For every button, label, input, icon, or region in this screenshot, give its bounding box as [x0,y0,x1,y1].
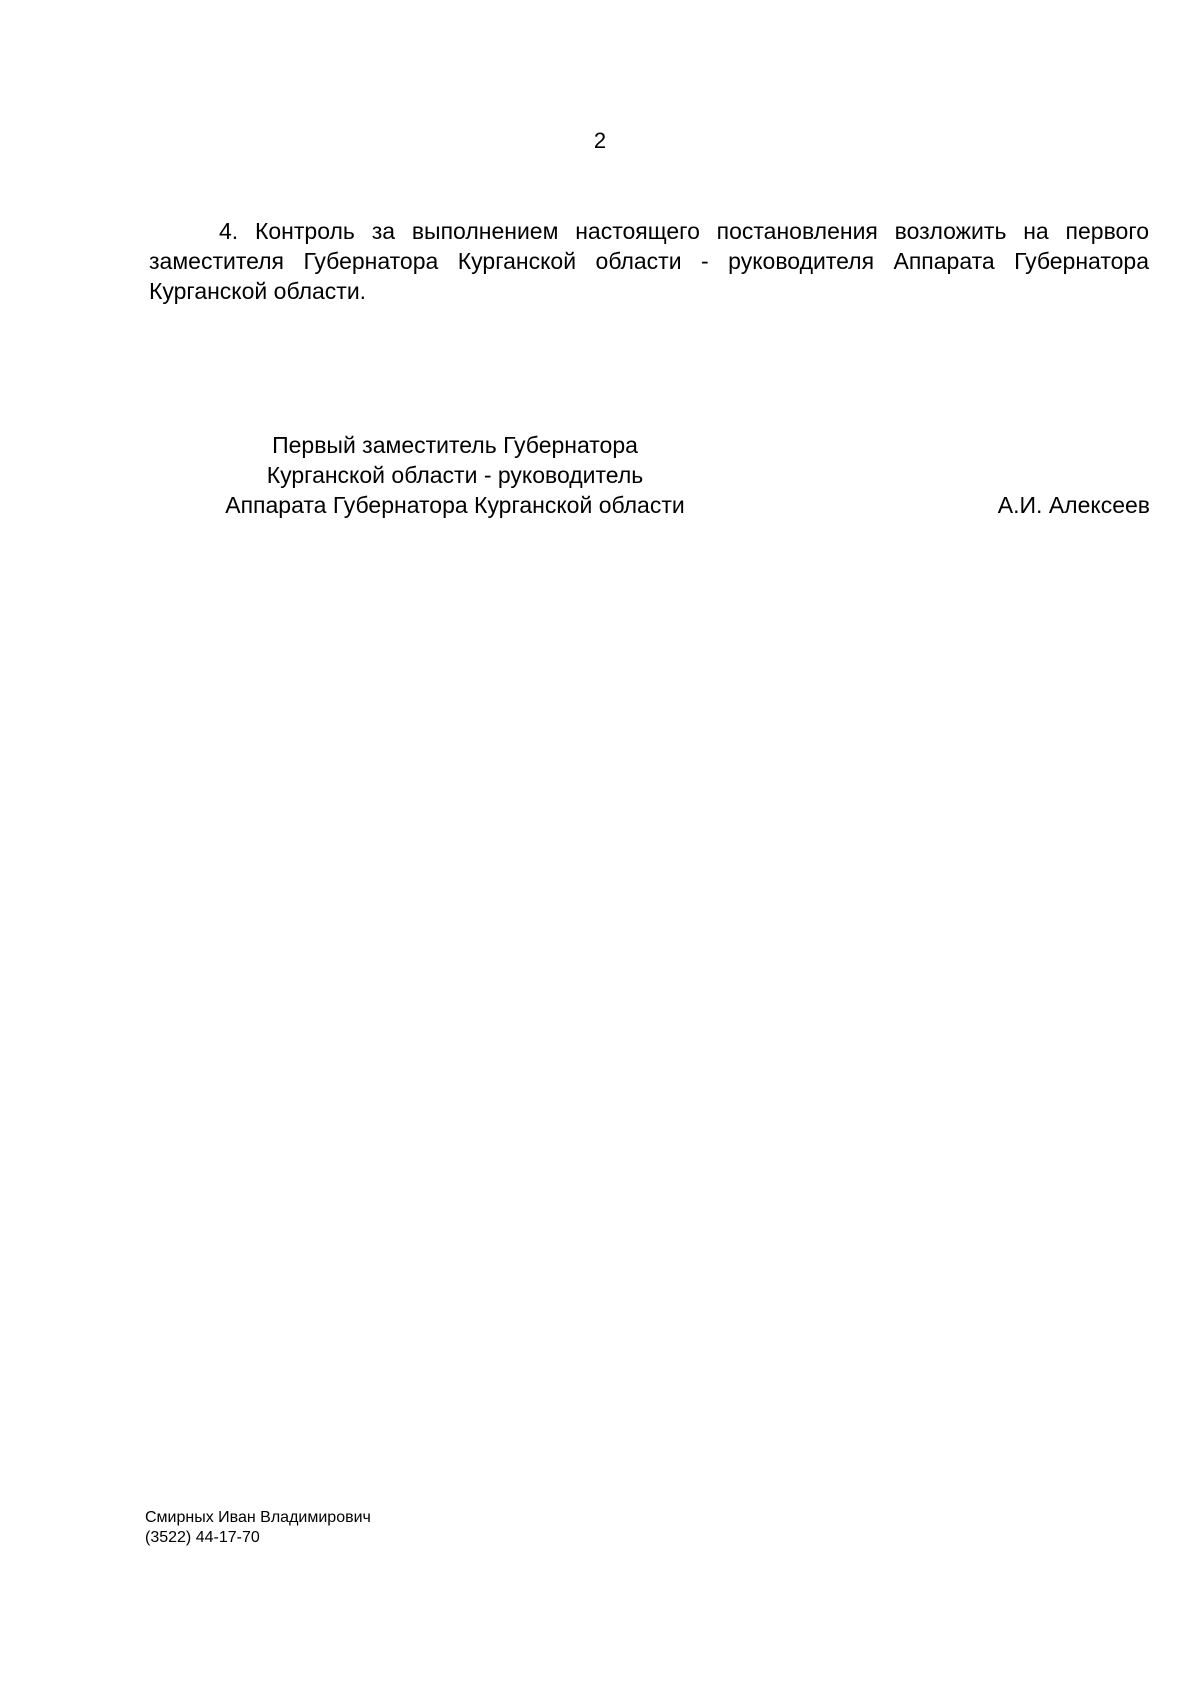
signatory-title-line: Курганской области - руководитель [266,462,644,488]
executor-name: Смирных Иван Владимирович [145,1509,371,1526]
paragraph-text: 4. Контроль за выполнением настоящего постановления возложить на первого заместителя Губернатора Курганской области - руководителя Аппарата Губернатора Курганской области. [149,218,1149,304]
signatory-title [150,430,760,520]
signatory-title-line: Первый заместитель Губернатора [272,432,638,458]
executor-phone: (3522) 44-17-70 [145,1529,260,1546]
page-number: 2 [593,128,607,153]
signatory-title-line: Аппарата Губернатора Курганской области [225,492,685,518]
signatory-name: А.И. Алексеев [997,492,1150,518]
paragraph-4 [149,216,1149,306]
executor-info [145,1508,371,1548]
